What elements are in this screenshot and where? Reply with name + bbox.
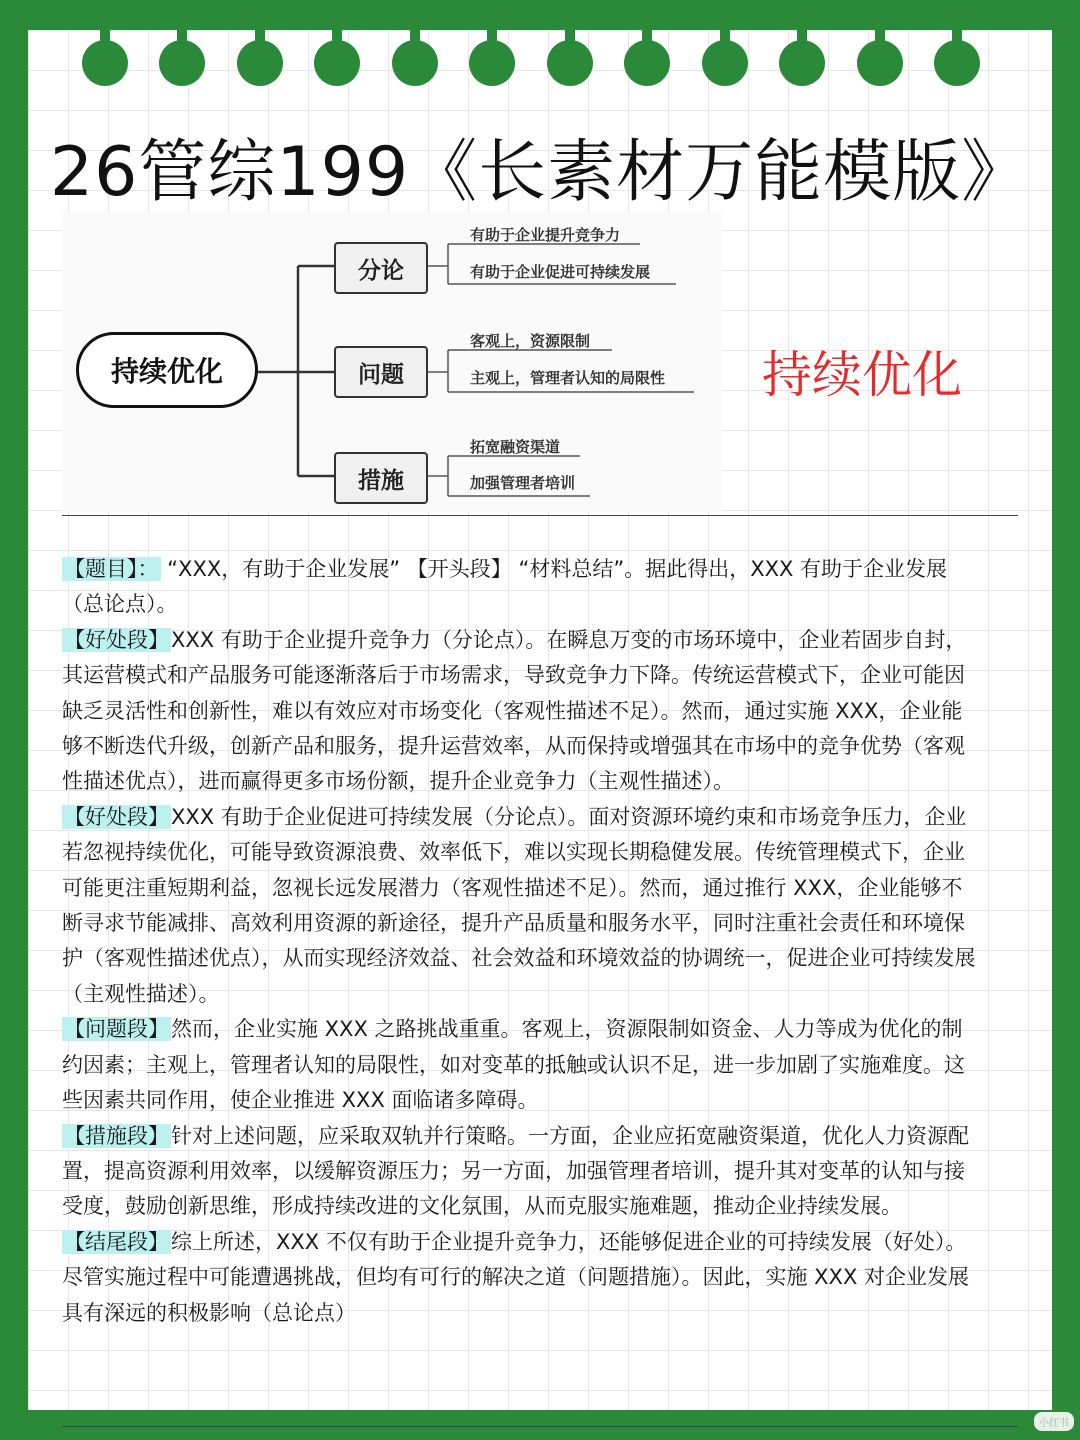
leaf-item: 加强管理者培训	[470, 474, 576, 492]
paragraph-text: 针对上述问题，应采取双轨并行策略。一方面，企业应拓宽融资渠道，优化人力资源配置，提高资源利用效率，以缓解资源压力；另一方面，加强管理者培训，提升其对变革的认知与接受度，鼓励创新思维，形成持续改进的文化氛围，从而克服实施难题，推动企业持续发展。	[62, 1123, 969, 1219]
binder-hole	[314, 40, 360, 86]
paragraph-text: 然而，企业实施 XXX 之路挑战重重。客观上，资源限制如资金、人力等成为优化的制约因素；主观上，管理者认知的局限性，如对变革的抵触或认识不足，进一步加剧了实施难度。这些因素共同作用，使企业推进 XXX 面临诸多障碍。	[62, 1017, 965, 1113]
binder-hole	[159, 40, 205, 86]
paragraph-text: “XXX，有助于企业发展” 【开头段】 “材料总结”。据此得出，XXX 有助于企业发展（总论点）。	[62, 557, 948, 617]
section-tag: 【措施段】	[64, 1123, 169, 1148]
branch-node-cuoshi: 措施	[334, 452, 428, 504]
binder-hole	[779, 40, 825, 86]
section-tag: 【问题段】	[64, 1017, 169, 1042]
leaf-item: 有助于企业提升竞争力	[470, 226, 621, 244]
paragraph-text: XXX 有助于企业促进可持续发展（分论点）。面对资源环境约束和市场竞争压力，企业若忽视持续优化，可能导致资源浪费、效率低下，难以实现长期稳健发展。传统管理模式下，企业可能更注重短期利益，忽视长远发展潜力（客观性描述不足）。然而，通过推行 XXX，企业能够不断寻求节能减排、高效利用资源的新途径，提升产品质量和服务水平，同时注重社会责任和环境保护（客观性描述优点），从而实现经济效益、社会效益和环境效益的协调统一，促进企业可持续发展（主观性描述）。	[62, 804, 976, 1006]
binder-hole	[547, 40, 593, 86]
watermark: 小红书	[1034, 1412, 1074, 1431]
binder-hole	[934, 40, 980, 86]
leaf-item: 主观上，管理者认知的局限性	[470, 369, 666, 387]
section-tag: 【结尾段】	[64, 1229, 169, 1254]
leaf-item: 客观上，资源限制	[470, 332, 591, 350]
leaf-item: 有助于企业促进可持续发展	[470, 263, 651, 281]
branch-node-wenti: 问题	[334, 346, 428, 398]
page-title: 26管综199《长素材万能模版》	[49, 133, 1031, 212]
divider-top	[62, 515, 1018, 516]
mind-map-root: 持续优化	[76, 332, 258, 408]
binder-hole	[857, 40, 903, 86]
binder-hole	[237, 40, 283, 86]
essay-body	[62, 552, 982, 1331]
paragraph-benefit-2	[62, 800, 982, 1012]
binder-hole	[702, 40, 748, 86]
branch-node-fenlun: 分论	[334, 242, 428, 294]
paragraph-text: XXX 有助于企业提升竞争力（分论点）。在瞬息万变的市场环境中，企业若固步自封，其运营模式和产品服务可能逐渐落后于市场需求，导致竞争力下降。传统运营模式下，企业可能因缺乏灵活性和创新性，难以有效应对市场变化（客观性描述不足）。然而，通过实施 XXX，企业能够不断迭代升级，创新产品和服务，提升运营效率，从而保持或增强其在市场中的竞争优势（客观性描述优点），进而赢得更多市场份额，提升企业竞争力（主观性描述）。	[62, 627, 967, 794]
section-tag: 【好处段】	[64, 627, 169, 652]
paragraph-problem	[62, 1012, 982, 1118]
side-label: 持续优化	[762, 346, 962, 404]
leaf-item: 拓宽融资渠道	[470, 438, 561, 456]
binder-hole	[82, 40, 128, 86]
paragraph-measures	[62, 1119, 982, 1225]
section-tag: 【题目】：	[64, 557, 159, 581]
divider-bottom	[62, 1426, 1018, 1427]
paragraph-conclusion	[62, 1225, 982, 1331]
binder-hole	[392, 40, 438, 86]
binder-hole	[624, 40, 670, 86]
mind-map	[62, 212, 722, 512]
binder-hole	[469, 40, 515, 86]
paragraph-benefit-1	[62, 623, 982, 800]
paragraph-text: 综上所述，XXX 不仅有助于企业提升竞争力，还能够促进企业的可持续发展（好处）。尽管实施过程中可能遭遇挑战，但均有可行的解决之道（问题措施）。因此，实施 XXX 对企业发展具有深远的积极影响（总论点）	[62, 1229, 970, 1325]
binder-holes	[0, 40, 1080, 110]
section-tag: 【好处段】	[64, 804, 169, 829]
paragraph-intro	[62, 552, 982, 623]
